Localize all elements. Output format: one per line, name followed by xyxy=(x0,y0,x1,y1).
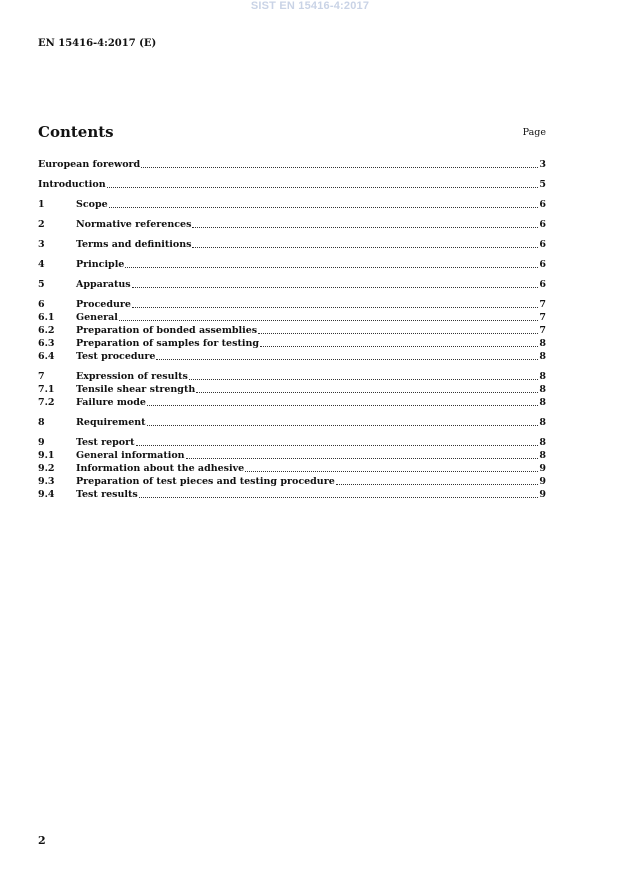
toc-entry-title: Preparation of test pieces and testing procedure xyxy=(76,476,335,487)
toc-dot-leader xyxy=(260,345,538,347)
toc-dot-leader xyxy=(196,391,538,393)
toc-entry-number: 6.4 xyxy=(38,351,55,362)
toc-entry[interactable] xyxy=(38,324,546,337)
toc-entry-page: 7 xyxy=(539,299,546,310)
toc-entry[interactable] xyxy=(38,370,546,383)
toc-dot-leader xyxy=(141,166,538,168)
toc-entry-number: 4 xyxy=(38,259,45,270)
toc-entry-title: Requirement xyxy=(76,417,146,428)
toc-dot-leader xyxy=(192,246,538,248)
toc-entry-title: Apparatus xyxy=(76,279,131,290)
toc-dot-leader xyxy=(258,332,538,334)
toc-entry-page: 6 xyxy=(539,259,546,270)
toc-entry[interactable] xyxy=(38,462,546,475)
toc-entry-page: 6 xyxy=(539,239,546,250)
toc-entry-title: Test procedure xyxy=(76,351,156,362)
toc-entry-page: 8 xyxy=(539,397,546,408)
watermark: SIST EN 15416-4:2017 xyxy=(250,0,370,12)
toc-entry-number: 3 xyxy=(38,239,45,250)
toc-entry[interactable] xyxy=(38,218,546,231)
toc-entry[interactable] xyxy=(38,475,546,488)
page-column-label: Page xyxy=(522,127,546,138)
toc-entry[interactable] xyxy=(38,298,546,311)
toc-entry-number: 6.3 xyxy=(38,338,55,349)
toc-entry-page: 6 xyxy=(539,219,546,230)
toc-entry-title: Principle xyxy=(76,259,125,270)
toc-entry-number: 6 xyxy=(38,299,45,310)
toc-entry-page: 8 xyxy=(539,384,546,395)
toc-entry-number: 9.2 xyxy=(38,463,55,474)
toc-entry-page: 8 xyxy=(539,437,546,448)
toc-entry-number: 7.2 xyxy=(38,397,55,408)
toc-entry-title: Preparation of samples for testing xyxy=(76,338,260,349)
toc-entry-number: 5 xyxy=(38,279,45,290)
toc-entry-number: 9.1 xyxy=(38,450,55,461)
page-number: 2 xyxy=(38,834,46,847)
toc-entry-page: 7 xyxy=(539,312,546,323)
toc-entry[interactable] xyxy=(38,449,546,462)
toc-entry-page: 6 xyxy=(539,199,546,210)
toc-dot-leader xyxy=(139,496,539,498)
toc-entry-title: Information about the adhesive xyxy=(76,463,245,474)
toc-entry-title: Scope xyxy=(76,199,108,210)
toc-dot-leader xyxy=(125,266,538,268)
toc-entry-title: Tensile shear strength xyxy=(76,384,196,395)
toc-dot-leader xyxy=(132,286,539,288)
toc-entry-page: 8 xyxy=(539,338,546,349)
toc-entry-page: 9 xyxy=(539,463,546,474)
toc-entry[interactable] xyxy=(38,436,546,449)
toc-entry[interactable] xyxy=(38,238,546,251)
toc-entry-page: 3 xyxy=(539,159,546,170)
toc-dot-leader xyxy=(147,424,539,426)
toc-entry-title: Test report xyxy=(76,437,135,448)
toc-entry[interactable] xyxy=(38,383,546,396)
toc-entry-page: 9 xyxy=(539,476,546,487)
toc-entry[interactable] xyxy=(38,311,546,324)
toc-entry[interactable] xyxy=(38,350,546,363)
toc-dot-leader xyxy=(119,319,538,321)
toc-entry-title: Test results xyxy=(76,489,138,500)
toc-entry[interactable] xyxy=(38,198,546,211)
toc-entry[interactable] xyxy=(38,178,546,191)
toc-dot-leader xyxy=(336,483,539,485)
toc-entry-number: 2 xyxy=(38,219,45,230)
toc-dot-leader xyxy=(109,206,539,208)
contents-title: Contents xyxy=(38,123,114,141)
toc-entry-page: 9 xyxy=(539,489,546,500)
toc-dot-leader xyxy=(186,457,539,459)
toc-dot-leader xyxy=(156,358,538,360)
toc-entry-page: 8 xyxy=(539,450,546,461)
toc-entry-number: 8 xyxy=(38,417,45,428)
toc-dot-leader xyxy=(245,470,538,472)
toc-dot-leader xyxy=(132,306,538,308)
toc-entry[interactable] xyxy=(38,488,546,501)
toc-entry-title: Preparation of bonded assemblies xyxy=(76,325,258,336)
toc-dot-leader xyxy=(147,404,538,406)
toc-entry-title: European foreword xyxy=(38,159,141,170)
toc-entry-number: 9.3 xyxy=(38,476,55,487)
toc-dot-leader xyxy=(136,444,539,446)
toc-entry-number: 1 xyxy=(38,199,45,210)
toc-entry[interactable] xyxy=(38,278,546,291)
toc-entry-page: 7 xyxy=(539,325,546,336)
toc-entry-title: Introduction xyxy=(38,179,106,190)
toc-entry-number: 7 xyxy=(38,371,45,382)
toc-entry-number: 7.1 xyxy=(38,384,55,395)
document-id: EN 15416-4:2017 (E) xyxy=(38,38,157,49)
toc-entry[interactable] xyxy=(38,337,546,350)
toc-entry-title: Normative references xyxy=(76,219,192,230)
toc-entry-number: 9.4 xyxy=(38,489,55,500)
toc-entry-page: 8 xyxy=(539,417,546,428)
toc-entry-number: 9 xyxy=(38,437,45,448)
toc-entry[interactable] xyxy=(38,416,546,429)
toc-entry-title: Expression of results xyxy=(76,371,188,382)
toc-entry-number: 6.1 xyxy=(38,312,55,323)
toc-dot-leader xyxy=(107,186,539,188)
toc-entry-page: 5 xyxy=(539,179,546,190)
toc-entry-title: Procedure xyxy=(76,299,131,310)
toc-entry-title: Failure mode xyxy=(76,397,146,408)
toc-entry[interactable] xyxy=(38,396,546,409)
toc-entry-page: 8 xyxy=(539,351,546,362)
toc-entry-page: 8 xyxy=(539,371,546,382)
toc-dot-leader xyxy=(192,226,538,228)
toc-entry[interactable] xyxy=(38,158,546,171)
toc-entry-page: 6 xyxy=(539,279,546,290)
toc-entry-title: General information xyxy=(76,450,185,461)
toc-entry-title: Terms and definitions xyxy=(76,239,192,250)
toc-entry-title: General xyxy=(76,312,118,323)
table-of-contents xyxy=(38,158,546,501)
toc-entry[interactable] xyxy=(38,258,546,271)
toc-entry-number: 6.2 xyxy=(38,325,55,336)
toc-dot-leader xyxy=(189,378,539,380)
